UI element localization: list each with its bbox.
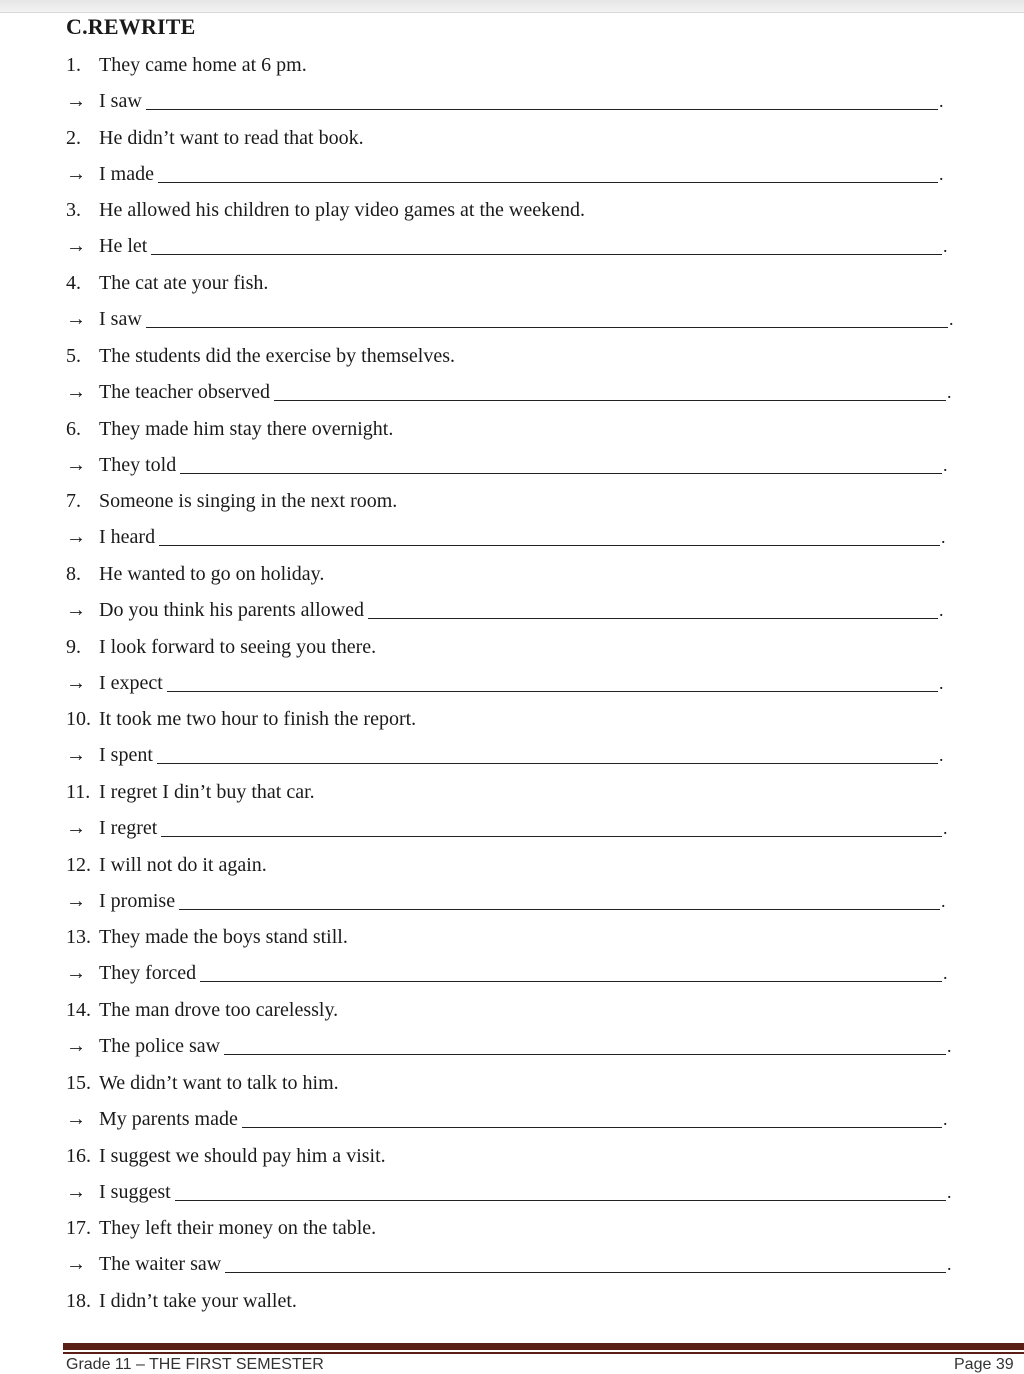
question-text: He didn’t want to read that book. — [99, 127, 364, 149]
arrow-icon: → — [66, 1181, 86, 1203]
rewrite-line — [66, 1177, 966, 1207]
rewrite-prompt: They told — [99, 454, 177, 476]
arrow-icon: → — [66, 1253, 86, 1275]
blank-period: . — [943, 963, 948, 983]
blank-period: . — [947, 382, 952, 402]
question-sentence — [66, 995, 338, 1025]
answer-blank[interactable] — [274, 400, 946, 401]
question-sentence — [66, 1286, 297, 1316]
rewrite-prompt: I expect — [99, 672, 163, 694]
question-number: 9. — [66, 636, 81, 658]
rewrite-prompt: My parents made — [99, 1108, 238, 1130]
answer-blank[interactable] — [224, 1054, 946, 1055]
rewrite-prompt: The teacher observed — [99, 381, 271, 403]
blank-period: . — [943, 455, 948, 475]
rewrite-prompt: The waiter saw — [99, 1253, 222, 1275]
question-number: 10. — [66, 708, 91, 730]
question-sentence — [66, 123, 364, 153]
rewrite-line — [66, 450, 966, 480]
answer-blank[interactable] — [158, 182, 938, 183]
rewrite-prompt: I made — [99, 163, 154, 185]
rewrite-line — [66, 231, 966, 261]
answer-blank[interactable] — [146, 327, 948, 328]
question-text: He wanted to go on holiday. — [99, 563, 325, 585]
rewrite-prompt: He let — [99, 235, 148, 257]
question-text: I didn’t take your wallet. — [99, 1290, 297, 1312]
answer-blank[interactable] — [151, 254, 942, 255]
arrow-icon: → — [66, 526, 86, 548]
question-text: They made the boys stand still. — [99, 926, 348, 948]
rewrite-line — [66, 159, 966, 189]
rewrite-prompt: I heard — [99, 526, 156, 548]
question-number: 5. — [66, 345, 81, 367]
blank-period: . — [939, 91, 944, 111]
blank-period: . — [943, 236, 948, 256]
arrow-icon: → — [66, 599, 86, 621]
question-sentence — [66, 632, 376, 662]
rewrite-line — [66, 813, 966, 843]
question-text: They made him stay there overnight. — [99, 418, 394, 440]
answer-blank[interactable] — [225, 1272, 946, 1273]
blank-period: . — [939, 673, 944, 693]
question-number: 3. — [66, 199, 81, 221]
question-number: 15. — [66, 1072, 91, 1094]
question-text: The cat ate your fish. — [99, 272, 269, 294]
rewrite-line — [66, 886, 966, 916]
arrow-icon: → — [66, 454, 86, 476]
blank-period: . — [949, 309, 954, 329]
arrow-icon: → — [66, 1035, 86, 1057]
question-number: 7. — [66, 490, 81, 512]
rewrite-line — [66, 740, 966, 770]
answer-blank[interactable] — [200, 981, 942, 982]
question-sentence — [66, 922, 348, 952]
answer-blank[interactable] — [179, 909, 940, 910]
question-sentence — [66, 777, 315, 807]
rewrite-line — [66, 304, 966, 334]
rewrite-line — [66, 86, 966, 116]
question-text: They came home at 6 pm. — [99, 54, 307, 76]
question-sentence — [66, 850, 267, 880]
section-title: C.REWRITE — [66, 14, 196, 39]
arrow-icon: → — [66, 1108, 86, 1130]
rewrite-line — [66, 668, 966, 698]
question-number: 8. — [66, 563, 81, 585]
question-sentence — [66, 50, 307, 80]
arrow-icon: → — [66, 672, 86, 694]
question-number: 1. — [66, 54, 81, 76]
question-number: 11. — [66, 781, 91, 803]
blank-period: . — [939, 600, 944, 620]
blank-period: . — [939, 745, 944, 765]
arrow-icon: → — [66, 308, 86, 330]
question-text: Someone is singing in the next room. — [99, 490, 398, 512]
question-number: 17. — [66, 1217, 91, 1239]
blank-period: . — [947, 1036, 952, 1056]
question-text: He allowed his children to play video games at the weekend. — [99, 199, 585, 221]
blank-period: . — [943, 818, 948, 838]
question-number: 14. — [66, 999, 91, 1021]
blank-period: . — [947, 1182, 952, 1202]
question-text: The man drove too carelessly. — [99, 999, 339, 1021]
arrow-icon: → — [66, 163, 86, 185]
question-sentence — [66, 341, 455, 371]
blank-period: . — [947, 1254, 952, 1274]
question-sentence — [66, 559, 324, 589]
rewrite-prompt: They forced — [99, 962, 197, 984]
question-number: 13. — [66, 926, 91, 948]
question-sentence — [66, 195, 585, 225]
question-text: I look forward to seeing you there. — [99, 636, 377, 658]
blank-period: . — [941, 891, 946, 911]
rewrite-line — [66, 958, 966, 988]
question-text: The students did the exercise by themselves. — [99, 345, 456, 367]
rewrite-line — [66, 522, 966, 552]
rewrite-line — [66, 595, 966, 625]
arrow-icon: → — [66, 962, 86, 984]
question-number: 6. — [66, 418, 81, 440]
rewrite-prompt: I suggest — [99, 1181, 171, 1203]
question-text: I suggest we should pay him a visit. — [99, 1145, 386, 1167]
question-sentence — [66, 486, 397, 516]
answer-blank[interactable] — [167, 691, 938, 692]
rewrite-prompt: I saw — [99, 90, 142, 112]
arrow-icon: → — [66, 890, 86, 912]
page-top-edge — [0, 0, 1024, 13]
blank-period: . — [943, 1109, 948, 1129]
question-number: 16. — [66, 1145, 91, 1167]
question-number: 4. — [66, 272, 81, 294]
question-text: It took me two hour to finish the report. — [99, 708, 417, 730]
question-text: They left their money on the table. — [99, 1217, 377, 1239]
footer-grade-label: Grade 11 – THE FIRST SEMESTER — [66, 1356, 324, 1373]
rewrite-line — [66, 1249, 966, 1279]
rewrite-prompt: Do you think his parents allowed — [99, 599, 364, 621]
rewrite-line — [66, 1104, 966, 1134]
answer-blank[interactable] — [146, 109, 938, 110]
rewrite-prompt: I saw — [99, 308, 142, 330]
question-sentence — [66, 414, 393, 444]
question-text: I regret I din’t buy that car. — [99, 781, 315, 803]
answer-blank[interactable] — [175, 1200, 946, 1201]
question-text: We didn’t want to talk to him. — [99, 1072, 339, 1094]
question-sentence — [66, 268, 268, 298]
rewrite-prompt: The police saw — [99, 1035, 221, 1057]
question-sentence — [66, 704, 416, 734]
blank-period: . — [941, 527, 946, 547]
question-sentence — [66, 1068, 339, 1098]
answer-blank[interactable] — [159, 545, 940, 546]
answer-blank[interactable] — [242, 1127, 942, 1128]
rewrite-line — [66, 1031, 966, 1061]
footer-page-number: Page 39 — [954, 1356, 1014, 1373]
arrow-icon: → — [66, 381, 86, 403]
question-text: I will not do it again. — [99, 854, 267, 876]
blank-period: . — [939, 164, 944, 184]
answer-blank[interactable] — [368, 618, 938, 619]
rewrite-prompt: I regret — [99, 817, 158, 839]
footer-rule — [63, 1343, 1024, 1350]
question-number: 2. — [66, 127, 81, 149]
question-number: 18. — [66, 1290, 91, 1312]
arrow-icon: → — [66, 90, 86, 112]
question-number: 12. — [66, 854, 91, 876]
question-sentence — [66, 1213, 376, 1243]
arrow-icon: → — [66, 744, 86, 766]
arrow-icon: → — [66, 817, 86, 839]
answer-blank[interactable] — [161, 836, 942, 837]
footer-rule-thin — [63, 1352, 1024, 1354]
rewrite-prompt: I spent — [99, 744, 153, 766]
rewrite-prompt: I promise — [99, 890, 176, 912]
question-sentence — [66, 1141, 386, 1171]
arrow-icon: → — [66, 235, 86, 257]
rewrite-line — [66, 377, 966, 407]
answer-blank[interactable] — [157, 763, 938, 764]
answer-blank[interactable] — [180, 473, 942, 474]
